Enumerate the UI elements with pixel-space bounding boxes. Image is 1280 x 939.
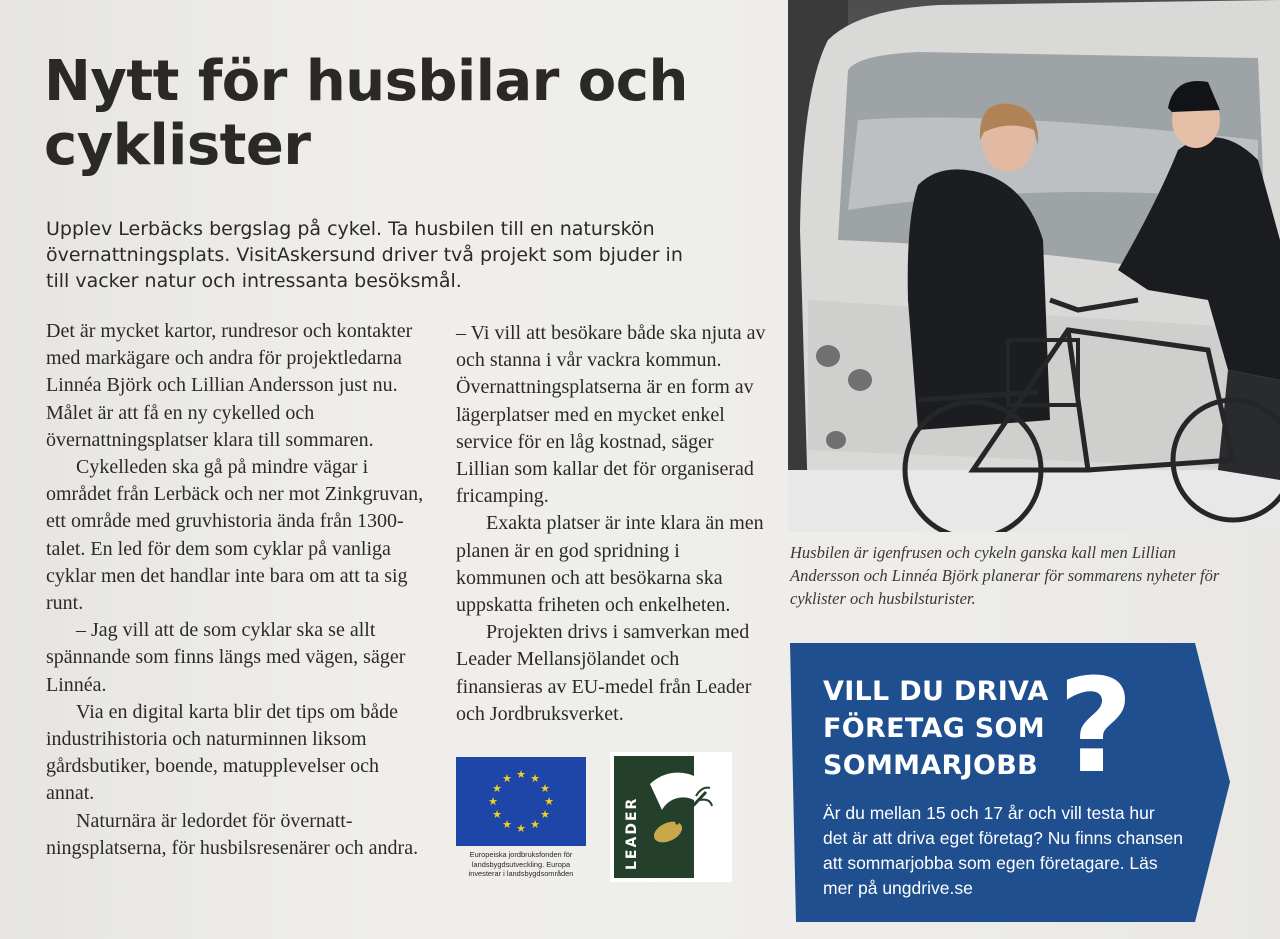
promo-body: Är du mellan 15 och 17 år och vill testa hur det är att driva eget företag? Nu finns chansen att sommarjobba som egen företagare. Läs mer på ungdrive.se [823,803,1183,898]
article-photo [788,0,1280,532]
svg-text:★: ★ [530,818,540,831]
svg-text:★: ★ [516,822,526,835]
paragraph-quote: – Vi vill att besökare både ska njuta av och stanna i vår vackra kommun. Övernattningsplatserna är en form av lägerplatser med en mycket enkel service för en låg kostnad, säger Lillian som kallar det för organiserad fricamping. [456,322,766,508]
svg-text:★: ★ [492,782,502,795]
svg-text:★: ★ [530,772,540,785]
leader-logo-text: LEADER [624,796,640,870]
article-headline: Nytt för husbilar och cyklister [44,49,688,178]
svg-text:★: ★ [540,782,550,795]
article-column-left [46,318,431,862]
svg-text:★: ★ [516,768,526,781]
paragraph-quote: – Jag vill att de som cyklar ska se allt spännande som finns längs med vägen, säger Linnéa. [46,619,406,696]
svg-text:★: ★ [492,808,502,821]
photo-caption: Husbilen är igenfrusen och cykeln ganska kall men Lillian Andersson och Linnéa Björk planerar för sommarens nyheter för cyklister och husbilsturister. [790,543,1220,608]
article-ingress: Upplev Lerbäcks bergslag på cykel. Ta husbilen till en naturskön övernattningsplats. VisitAskersund driver två projekt som bjuder in till vacker natur och intressanta besöksmål. [46,218,683,292]
question-mark-icon: ? [1058,650,1134,802]
svg-text:★: ★ [502,772,512,785]
paragraph: Exakta platser är inte klara än men planen är en god spridning i kommunen och att besökarna ska uppskatta friheten och enkelheten. [456,512,764,617]
svg-text:★: ★ [502,818,512,831]
eu-flag-icon [456,757,586,846]
svg-text:★: ★ [544,795,554,808]
paragraph: Projekten drivs i samverkan med Leader Mellansjölandet och finansieras av EU-medel från Leader och Jordbruksverket. [456,621,752,725]
paragraph: Via en digital karta blir det tips om både industrihistoria och naturminnen liksom gårdsbutiker, boende, matupplevelser och annat. [46,700,399,805]
svg-text:★: ★ [488,795,498,808]
paragraph: Cykelleden ska gå på mindre vägar i området från Lerbäck och ner mot Zinkgruvan, ett område med gruvhistoria ända från 1300-talet. En led för dem som cyklar på vanliga cyklar men det handlar inte bara om att ta sig runt. [46,456,424,615]
eu-logo-text: Europeiska jordbruksfonden för landsbygdsutveckling. Europa investerar i landsbygdsområden [468,850,574,878]
leader-logo [610,752,732,882]
eu-logo [456,757,586,887]
article-column-middle [456,320,766,728]
paragraph: Naturnära är ledordet för övernattningsplatserna, för husbilsresenärer och andra. [46,809,419,859]
promo-heading: VILL DU DRIVA FÖRETAG SOM SOMMARJOBB [823,676,1049,781]
paragraph: Det är mycket kartor, rundresor och kontakter med markägare och andra för projektledarna Linnéa Björk och Lillian Andersson just nu. Målet är att få en ny cykelled och övernattningsplatser klara till sommaren. [46,320,413,451]
svg-text:★: ★ [540,808,550,821]
summer-job-promo[interactable] [790,643,1230,922]
